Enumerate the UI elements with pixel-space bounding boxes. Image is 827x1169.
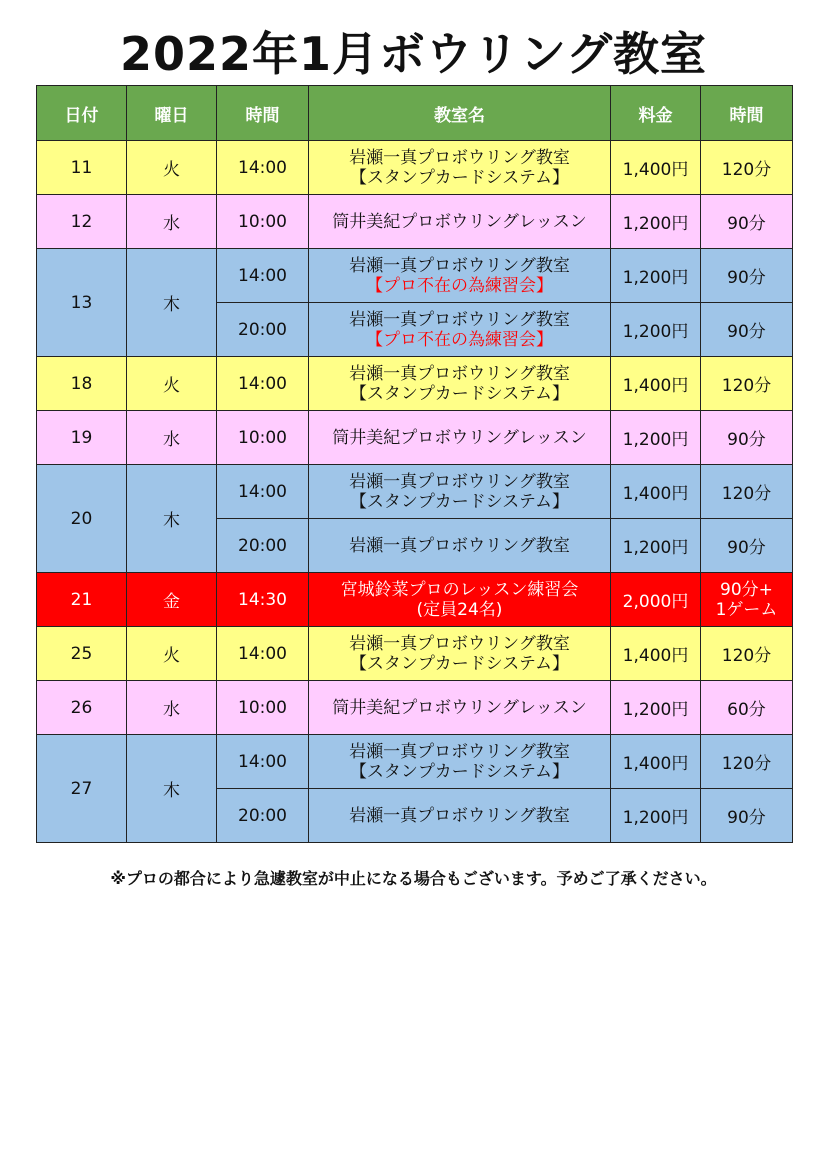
cell-duration: 90分 bbox=[701, 195, 793, 249]
table-row bbox=[37, 735, 793, 789]
class-title: 岩瀬一真プロボウリング教室 bbox=[349, 805, 570, 826]
cell-duration: 90分 bbox=[701, 411, 793, 465]
cell-duration: 120分 bbox=[701, 735, 793, 789]
class-title: 筒井美紀プロボウリングレッスン bbox=[332, 697, 587, 718]
cell-time: 14:00 bbox=[217, 141, 309, 195]
cell-class-name bbox=[309, 519, 611, 573]
class-subtitle: 【スタンプカードシステム】 bbox=[349, 383, 570, 404]
duration-line-2: 1ゲーム bbox=[715, 599, 778, 620]
cell-time: 20:00 bbox=[217, 519, 309, 573]
cell-date: 19 bbox=[37, 411, 127, 465]
cell-fee: 1,400円 bbox=[611, 627, 701, 681]
cell-class-name bbox=[309, 627, 611, 681]
cell-time: 14:00 bbox=[217, 249, 309, 303]
cell-time: 10:00 bbox=[217, 411, 309, 465]
cell-class-name bbox=[309, 573, 611, 627]
cell-day: 火 bbox=[127, 141, 217, 195]
class-title: 岩瀬一真プロボウリング教室 bbox=[349, 255, 570, 276]
cell-time: 20:00 bbox=[217, 303, 309, 357]
header-date: 日付 bbox=[37, 86, 127, 141]
cell-class-name bbox=[309, 249, 611, 303]
table-row bbox=[37, 411, 793, 465]
duration-line-1: 90分+ bbox=[720, 579, 773, 600]
cell-fee: 1,200円 bbox=[611, 789, 701, 843]
table-row bbox=[37, 357, 793, 411]
table-row bbox=[37, 573, 793, 627]
class-subtitle: 【スタンプカードシステム】 bbox=[349, 167, 570, 188]
cell-fee: 1,400円 bbox=[611, 357, 701, 411]
page-title: 2022年1月ボウリング教室 bbox=[119, 27, 708, 81]
class-title: 岩瀬一真プロボウリング教室 bbox=[349, 741, 570, 762]
header-row bbox=[37, 86, 793, 141]
header-duration: 時間 bbox=[701, 86, 793, 141]
cell-fee: 1,200円 bbox=[611, 519, 701, 573]
class-title: 宮城鈴菜プロのレッスン練習会 bbox=[340, 579, 579, 600]
cell-duration: 90分 bbox=[701, 789, 793, 843]
cell-day: 水 bbox=[127, 411, 217, 465]
cell-fee: 1,400円 bbox=[611, 735, 701, 789]
cell-day: 火 bbox=[127, 357, 217, 411]
class-title: 筒井美紀プロボウリングレッスン bbox=[332, 211, 587, 232]
class-title: 岩瀬一真プロボウリング教室 bbox=[349, 363, 570, 384]
class-title: 岩瀬一真プロボウリング教室 bbox=[349, 471, 570, 492]
footnote: ※プロの都合により急遽教室が中止になる場合もございます。予めご了承ください。 bbox=[110, 869, 717, 888]
table-row bbox=[37, 465, 793, 519]
cell-fee: 1,200円 bbox=[611, 303, 701, 357]
cell-class-name bbox=[309, 303, 611, 357]
cell-class-name bbox=[309, 735, 611, 789]
table-row bbox=[37, 249, 793, 303]
cell-time: 14:00 bbox=[217, 357, 309, 411]
class-subtitle: 【スタンプカードシステム】 bbox=[349, 761, 570, 782]
cell-time: 14:30 bbox=[217, 573, 309, 627]
class-title: 筒井美紀プロボウリングレッスン bbox=[332, 427, 587, 448]
cell-duration: 90分 bbox=[701, 303, 793, 357]
cell-class-name bbox=[309, 141, 611, 195]
cell-date: 13 bbox=[37, 249, 127, 357]
schedule-table bbox=[36, 85, 793, 843]
table-row bbox=[37, 141, 793, 195]
class-subtitle: (定員24名) bbox=[416, 599, 503, 620]
cell-day: 水 bbox=[127, 195, 217, 249]
cell-duration: 120分 bbox=[701, 141, 793, 195]
cell-duration bbox=[701, 573, 793, 627]
cell-time: 10:00 bbox=[217, 195, 309, 249]
cell-day: 金 bbox=[127, 573, 217, 627]
cell-class-name bbox=[309, 789, 611, 843]
cell-date: 27 bbox=[37, 735, 127, 843]
table-row bbox=[37, 627, 793, 681]
cell-class-name bbox=[309, 195, 611, 249]
cell-fee: 1,200円 bbox=[611, 681, 701, 735]
cell-class-name bbox=[309, 681, 611, 735]
cell-duration: 120分 bbox=[701, 357, 793, 411]
cell-duration: 60分 bbox=[701, 681, 793, 735]
cell-duration: 120分 bbox=[701, 627, 793, 681]
cell-date: 11 bbox=[37, 141, 127, 195]
cell-class-name bbox=[309, 411, 611, 465]
class-title: 岩瀬一真プロボウリング教室 bbox=[349, 147, 570, 168]
cell-class-name bbox=[309, 357, 611, 411]
class-title: 岩瀬一真プロボウリング教室 bbox=[349, 633, 570, 654]
header-class-name: 教室名 bbox=[309, 86, 611, 141]
cell-duration: 120分 bbox=[701, 465, 793, 519]
class-subtitle: 【スタンプカードシステム】 bbox=[349, 653, 570, 674]
cell-fee: 1,400円 bbox=[611, 141, 701, 195]
table-row bbox=[37, 681, 793, 735]
cell-fee: 1,200円 bbox=[611, 249, 701, 303]
cell-time: 14:00 bbox=[217, 735, 309, 789]
cell-day: 水 bbox=[127, 681, 217, 735]
table-row bbox=[37, 195, 793, 249]
class-title: 岩瀬一真プロボウリング教室 bbox=[349, 309, 570, 330]
cell-date: 12 bbox=[37, 195, 127, 249]
cell-date: 25 bbox=[37, 627, 127, 681]
cell-duration: 90分 bbox=[701, 519, 793, 573]
class-note: 【プロ不在の為練習会】 bbox=[366, 275, 553, 296]
header-time: 時間 bbox=[217, 86, 309, 141]
class-subtitle: 【スタンプカードシステム】 bbox=[349, 491, 570, 512]
cell-fee: 1,400円 bbox=[611, 465, 701, 519]
cell-time: 14:00 bbox=[217, 627, 309, 681]
cell-fee: 1,200円 bbox=[611, 411, 701, 465]
cell-class-name bbox=[309, 465, 611, 519]
cell-day: 火 bbox=[127, 627, 217, 681]
class-note: 【プロ不在の為練習会】 bbox=[366, 329, 553, 350]
class-title: 岩瀬一真プロボウリング教室 bbox=[349, 535, 570, 556]
cell-date: 21 bbox=[37, 573, 127, 627]
header-fee: 料金 bbox=[611, 86, 701, 141]
cell-duration: 90分 bbox=[701, 249, 793, 303]
cell-date: 26 bbox=[37, 681, 127, 735]
cell-day: 木 bbox=[127, 465, 217, 573]
cell-fee: 1,200円 bbox=[611, 195, 701, 249]
cell-time: 10:00 bbox=[217, 681, 309, 735]
cell-time: 14:00 bbox=[217, 465, 309, 519]
cell-day: 木 bbox=[127, 249, 217, 357]
cell-time: 20:00 bbox=[217, 789, 309, 843]
cell-date: 20 bbox=[37, 465, 127, 573]
header-day: 曜日 bbox=[127, 86, 217, 141]
cell-fee: 2,000円 bbox=[611, 573, 701, 627]
cell-day: 木 bbox=[127, 735, 217, 843]
cell-date: 18 bbox=[37, 357, 127, 411]
